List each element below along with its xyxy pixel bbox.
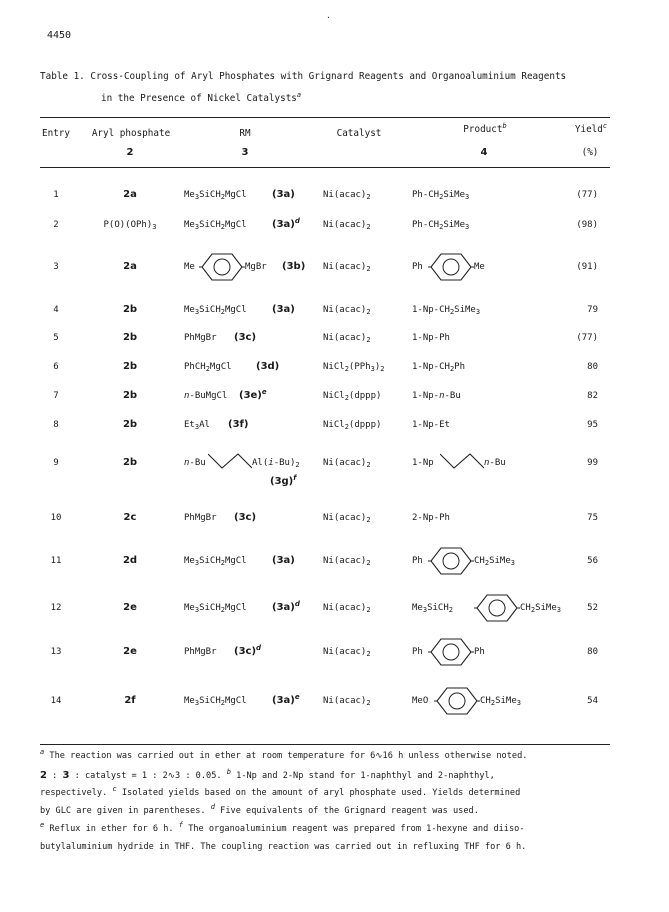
- rm-label: $(3a)^d$: [272, 600, 300, 613]
- product-left-group: Ph: [412, 556, 423, 566]
- catalyst: $Ni(acac)_2$: [323, 262, 371, 273]
- catalyst: $Ni(acac)_2$: [323, 556, 371, 567]
- entry-number: 12: [50, 603, 62, 613]
- rm-reagent: $Me_3SiCH_2MgCl$: [184, 696, 247, 707]
- rm-reagent: n-BuMgCl: [184, 391, 228, 401]
- table-caption-line1: Table 1. Cross-Coupling of Aryl Phosphates with Grignard Reagents and Organoaluminium Reagents: [40, 71, 567, 82]
- entry-number: 13: [50, 647, 62, 657]
- header-entry: Entry: [42, 128, 70, 139]
- rm-label: (3c): [234, 512, 257, 523]
- benzene-ring-icon: [428, 546, 474, 576]
- entry-number: 4: [53, 305, 59, 315]
- catalyst: $Ni(acac)_2$: [323, 603, 371, 614]
- entry-number: 6: [53, 362, 59, 372]
- header-rm: RM: [239, 128, 251, 139]
- rm-reagent: PhMgBr: [184, 333, 217, 343]
- rm-reagent: $Me_3SiCH_2MgCl$: [184, 603, 247, 614]
- product-left-group: MeO: [412, 696, 429, 706]
- rm-reagent: $Me_3SiCH_2MgCl$: [184, 190, 247, 201]
- aryl-phosphate: 2b: [122, 457, 138, 468]
- rm-label: (3b): [282, 261, 306, 272]
- rm-label: (3c): [234, 332, 257, 343]
- entry-number: 7: [53, 391, 59, 401]
- catalyst: $Ni(acac)_2$: [323, 458, 371, 469]
- rm-label: $(3g)^f$: [270, 474, 297, 487]
- yield: 80: [587, 647, 598, 657]
- product-left-group: Ph: [412, 262, 423, 272]
- rm-reagent: $Et_3Al$: [184, 420, 210, 431]
- catalyst: NiCl$_2$(dppp): [323, 391, 382, 402]
- header-aryl-phosphate-number: 2: [126, 147, 134, 158]
- entry-number: 14: [50, 696, 62, 706]
- header-catalyst: Catalyst: [336, 128, 382, 139]
- catalyst: $Ni(acac)_2$: [323, 190, 371, 201]
- rm-reagent: PhMgBr: [184, 647, 217, 657]
- yield: 80: [587, 362, 598, 372]
- product: 1-Np-Ph: [412, 333, 450, 343]
- footnote-ratio-b: 2 : 3 : catalyst = 1 : 2∿3 : 0.05. $^b$ 1-Np and 2-Np stand for 1-naphthyl and 2-naphthyl,: [40, 768, 495, 781]
- aryl-phosphate: 2a: [123, 189, 137, 200]
- benzene-ring-icon: [474, 593, 520, 623]
- yield: 75: [587, 513, 598, 523]
- header-rm-number: 3: [241, 147, 249, 158]
- stray-mark: ·: [326, 13, 331, 22]
- aryl-phosphate: $P(O)(OPh)_3$: [103, 220, 157, 231]
- footnote-c: respectively. $^c$ Isolated yields based on the amount of aryl phosphate used. Yields determined: [40, 785, 521, 798]
- product: 1-Np-n-Bu: [412, 391, 461, 401]
- entry-number: 9: [53, 458, 59, 468]
- aryl-phosphate: 2e: [123, 646, 137, 657]
- benzene-ring-icon: [199, 252, 245, 282]
- aryl-phosphate: 2b: [122, 419, 138, 430]
- aryl-phosphate: 2d: [122, 555, 138, 566]
- header-yield: Yield$^c$: [574, 122, 608, 135]
- table-top-rule: [40, 117, 610, 118]
- benzene-ring-icon: [428, 252, 474, 282]
- rm-left-group: n-Bu: [184, 458, 206, 468]
- yield: (91): [576, 262, 598, 272]
- product: 1-Np-Et: [412, 420, 450, 430]
- rm-label: $(3a)^e$: [272, 693, 300, 706]
- product-right-group: $CH_2SiMe_3$: [474, 556, 515, 567]
- table-caption-line2: in the Presence of Nickel Catalysts$^a$: [101, 91, 302, 104]
- aryl-phosphate: 2b: [122, 304, 138, 315]
- alkenyl-chain-icon: [440, 450, 484, 472]
- rm-left-group: Me: [184, 262, 195, 272]
- product-left-group: Ph: [412, 647, 423, 657]
- catalyst: $Ni(acac)_2$: [323, 647, 371, 658]
- product: $Ph-CH_2SiMe_3$: [412, 190, 470, 201]
- yield: 99: [587, 458, 598, 468]
- entry-number: 5: [53, 333, 59, 343]
- header-product: Product$^b$: [463, 122, 507, 135]
- catalyst: $Ni(acac)_2$: [323, 513, 371, 524]
- entry-number: 8: [53, 420, 59, 430]
- rm-reagent: PhCH$_2$MgCl: [184, 362, 232, 373]
- benzene-ring-icon: [428, 637, 474, 667]
- rm-reagent: $Me_3SiCH_2MgCl$: [184, 556, 247, 567]
- product-left-group: $Me_3SiCH_2$: [412, 603, 453, 614]
- product-right-group: Me: [474, 262, 485, 272]
- yield: (77): [576, 190, 598, 200]
- catalyst: $Ni(acac)_2$: [323, 696, 371, 707]
- product-left-group: 1-Np: [412, 458, 434, 468]
- entry-number: 3: [53, 262, 59, 272]
- header-product-number: 4: [480, 147, 488, 158]
- aryl-phosphate: 2b: [122, 361, 138, 372]
- footnote-d: by GLC are given in parentheses. $^d$ Five equivalents of the Grignard reagent was used.: [40, 803, 479, 816]
- yield: 54: [587, 696, 598, 706]
- product-right-group: $CH_2SiMe_3$: [520, 603, 561, 614]
- yield: 95: [587, 420, 598, 430]
- yield: (98): [576, 220, 598, 230]
- product-right-group: Ph: [474, 647, 485, 657]
- rm-label: (3a): [272, 555, 295, 566]
- entry-number: 1: [53, 190, 59, 200]
- catalyst: NiCl$_2$(dppp): [323, 420, 382, 431]
- aryl-phosphate: 2a: [123, 261, 137, 272]
- rm-label: (3f): [228, 419, 249, 430]
- header-rule: [40, 167, 610, 168]
- aryl-phosphate: 2e: [123, 602, 137, 613]
- header-yield-unit: (%): [581, 147, 599, 158]
- footnote-e-f: $^e$ Reflux in ether for 6 h. $^f$ The organoaluminium reagent was prepared from 1-hexyne and diiso-: [40, 821, 525, 834]
- yield: 52: [587, 603, 598, 613]
- product: $1-Np-CH_2SiMe_3$: [412, 305, 481, 316]
- rm-right-group: MgBr: [245, 262, 267, 272]
- rm-label: (3a): [272, 304, 295, 315]
- yield: (77): [576, 333, 598, 343]
- rm-label: $(3e)^e$: [239, 388, 267, 401]
- rm-label: (3d): [256, 361, 280, 372]
- footnote-a: $^a$ The reaction was carried out in ether at room temperature for 6∿16 h unless otherwise noted.: [40, 748, 528, 761]
- aryl-phosphate: 2c: [123, 512, 137, 523]
- yield: 79: [587, 305, 598, 315]
- rm-label: $(3a)^d$: [272, 217, 300, 230]
- rm-reagent: $Me_3SiCH_2MgCl$: [184, 220, 247, 231]
- product: $1-Np-CH_2Ph$: [412, 362, 465, 373]
- yield: 82: [587, 391, 598, 401]
- alkenyl-chain-icon: [208, 450, 252, 472]
- catalyst: $Ni(acac)_2$: [323, 305, 371, 316]
- catalyst: $Ni(acac)_2$: [323, 220, 371, 231]
- product-right-group: n-Bu: [484, 458, 506, 468]
- product: $Ph-CH_2SiMe_3$: [412, 220, 470, 231]
- product: 2-Np-Ph: [412, 513, 450, 523]
- rm-label: (3a): [272, 189, 295, 200]
- aryl-phosphate: 2f: [124, 695, 136, 706]
- benzene-ring-icon: [434, 686, 480, 716]
- entry-number: 11: [50, 556, 62, 566]
- rm-label: $(3c)^d$: [234, 644, 262, 657]
- aryl-phosphate: 2b: [122, 390, 138, 401]
- rm-right-group: $Al(i-Bu)_2$: [252, 458, 300, 469]
- footnote-f-cont: butylaluminium hydride in THF. The coupling reaction was carried out in refluxing THF for 6 h.: [40, 842, 527, 852]
- entry-number: 2: [53, 220, 59, 230]
- rm-reagent: $Me_3SiCH_2MgCl$: [184, 305, 247, 316]
- catalyst: $NiCl_2(PPh_3)_2$: [323, 362, 385, 373]
- header-aryl-phosphate: Aryl phosphate: [91, 128, 171, 139]
- page-number: 4450: [47, 30, 72, 41]
- entry-number: 10: [50, 513, 62, 523]
- aryl-phosphate: 2b: [122, 332, 138, 343]
- yield: 56: [587, 556, 598, 566]
- catalyst: $Ni(acac)_2$: [323, 333, 371, 344]
- rm-reagent: PhMgBr: [184, 513, 217, 523]
- table-bottom-rule: [40, 744, 610, 745]
- product-right-group: $CH_2SiMe_3$: [480, 696, 521, 707]
